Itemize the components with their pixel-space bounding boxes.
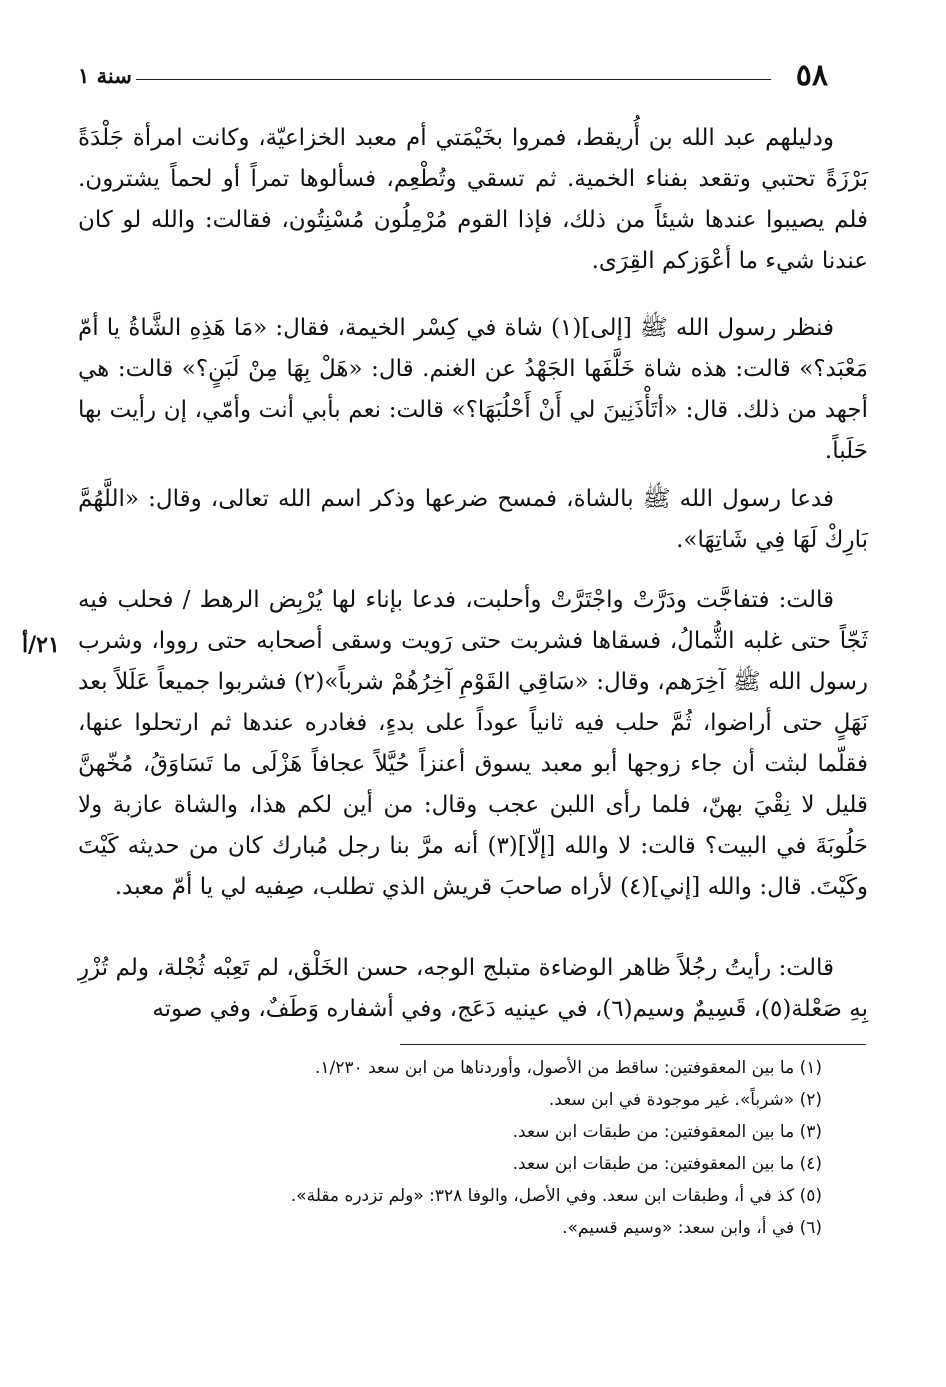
footnote: (١) ما بين المعقوفتين: ساقط من الأصول، وأوردناها من ابن سعد ١/٢٣٠. bbox=[315, 1058, 822, 1078]
footnote: (٣) ما بين المعقوفتين: من طبقات ابن سعد. bbox=[512, 1122, 822, 1142]
footnotes bbox=[122, 1052, 822, 1244]
paragraph-text: قالت: رأيتُ رجُلاً ظاهر الوضاءة متبلج الوجه، حسن الخَلْق، لم تَعِبْه ثُجْلة، ولم تُزْرِ بِهِ صَعْلة(٥)، قَسِيمٌ وسيم(٦)، في عينيه دَعَج، وفي أشفاره وَطَفٌ، وفي صوته bbox=[78, 955, 868, 1022]
paragraph-1 bbox=[78, 118, 868, 282]
footnote: (٤) ما بين المعقوفتين: من طبقات ابن سعد. bbox=[512, 1154, 822, 1174]
paragraph-text: قالت: فتفاجَّت ودَرَّتْ واجْتَرَّتْ وأحلبت، فدعا بإناء لها يُرْبِض الرهط / فحلب فيه ثَجّاً حتى غلبه الثُّمالُ، فسقاها فشربت حتى رَويت وسقى أصحابه حتى رووا، وشرب رسول الله ﷺ آخِرَهم، وقال: «سَاقِي القَوْمِ آخِرُهُمْ شرباً»(٢) فشربوا جميعاً عَلَلاً بعد نَهَلٍ حتى أراضوا، ثُمَّ حلب فيه ثانياً عوداً على بدءٍ، فغادره عندها ثم ارتحلوا عنها، فقلّما لبثت أن جاء زوجها أبو معبد يسوق أعنزاً حُيَّلاً عجافاً هَزْلَى ما تَسَاوَقُ، مُخّهنَّ قليل لا نِقْيَ بهنّ، فلما رأى اللبن عجب وقال: من أين لكم هذا، والشاة عازبة ولا حَلُوبَةَ في البيت؟ قالت: لا والله [إلّا](٣) أنه مرَّ بنا رجل مُبارك كان من حديثه كَيْتَ وكَيْتَ. قال: والله [إني](٤) لأراه صاحبَ قريش الذي تطلب، صِفيه لي يا أمّ معبد. bbox=[78, 587, 869, 900]
footnote: (٥) كذ في أ، وطبقات ابن سعد. وفي الأصل، والوفا ٣٢٨: «ولم تزدره مقلة». bbox=[290, 1186, 822, 1206]
paragraph-4 bbox=[78, 580, 868, 908]
paragraph-text: فدعا رسول الله ﷺ بالشاة، فمسح ضرعها وذكر اسم الله تعالى، وقال: «اللَّهُمَّ بَارِكْ لَهَا فِي شَاتِهَا». bbox=[78, 486, 868, 553]
page-number: ٥٨ bbox=[795, 58, 828, 93]
header-rule bbox=[136, 79, 771, 80]
paragraph-3 bbox=[78, 479, 868, 561]
paragraph-text: فنظر رسول الله ﷺ [إلى](١) شاة في كِسْر الخيمة، فقال: «مَا هَذِهِ الشَّاةُ يا أمّ مَعْبَد؟» قالت: هذه شاة خَلَّفَها الجَهْدُ عن الغنم. قال: «هَلْ بِهَا مِنْ لَبَنٍ؟» قالت: هي أجهد من ذلك. قال: «أتَأْذَنِينَ لي أَنْ أَحْلُبَهَا؟» قالت: نعم بأبي أنت وأمّي، إن رأيت بها حَلَباً. bbox=[78, 315, 868, 464]
paragraph-text: ودليلهم عبد الله بن أُريقط، فمروا بخَيْمَتي أم معبد الخزاعيّة، وكانت امرأة جَلْدَةً بَرْزَةً تحتبي وتقعد بفناء الخمية. ثم تسقي وتُطْعِم، فسألوها تمراً أو لحماً يشترون. فلم يصيبوا عندها شيئاً من ذلك، فإذا القوم مُرْمِلُون مُسْنِتُون، فقالت: والله لو كان عندنا شيء ما أعْوَزكم القِرَى. bbox=[78, 125, 868, 274]
footnote-separator bbox=[400, 1044, 866, 1045]
footnote: (٦) في أ، وابن سعد: «وسيم قسيم». bbox=[562, 1218, 822, 1238]
paragraph-5 bbox=[78, 948, 868, 1030]
margin-folio-reference: ٢١/أ bbox=[22, 632, 60, 658]
footnote: (٢) «شرباً». غير موجودة في ابن سعد. bbox=[548, 1090, 822, 1110]
paragraph-2 bbox=[78, 308, 868, 472]
running-title: سنة ١ bbox=[78, 63, 132, 88]
